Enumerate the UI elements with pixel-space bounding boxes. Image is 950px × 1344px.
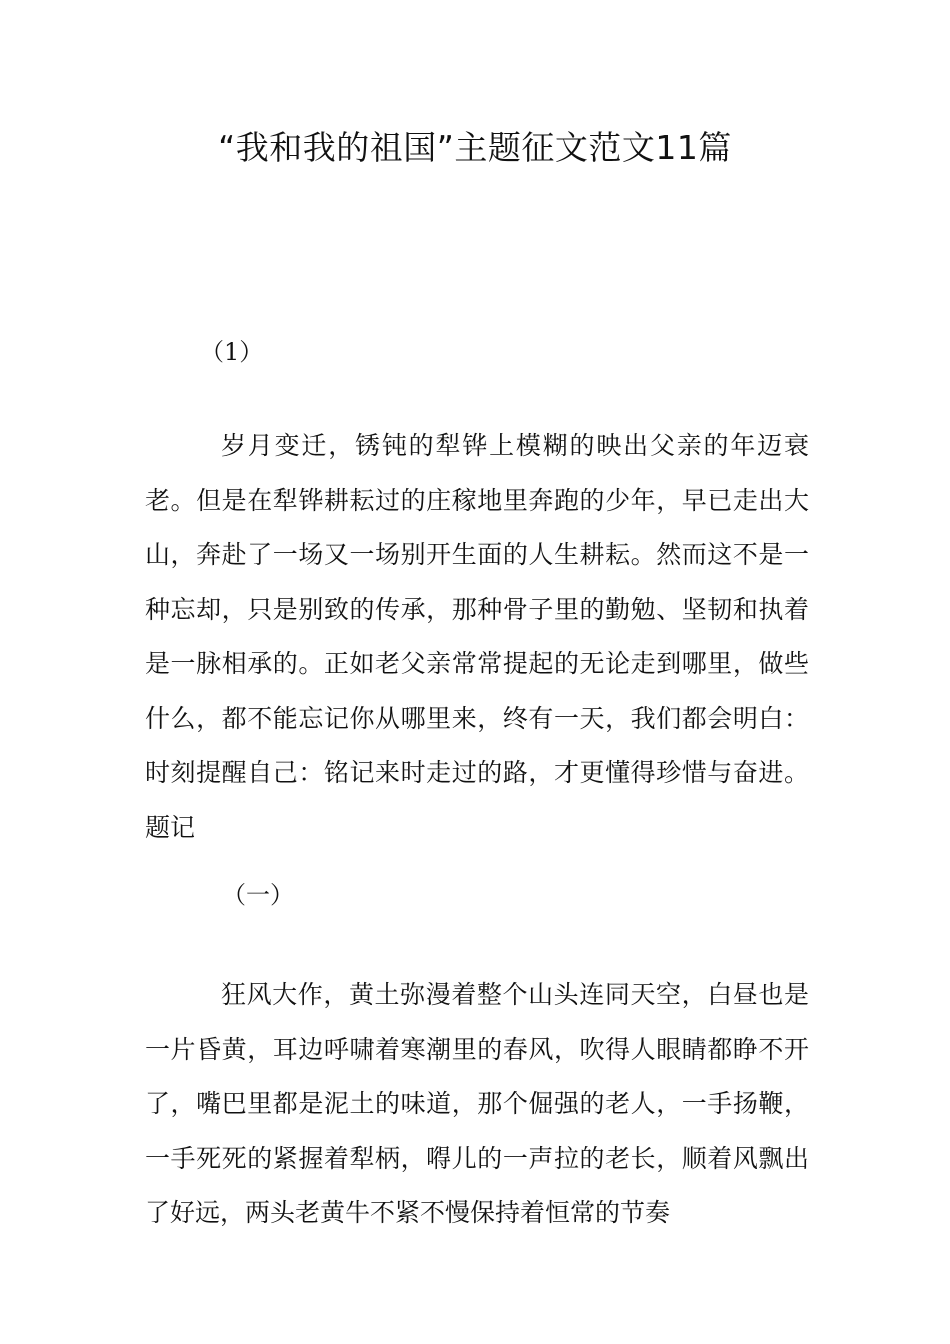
section-2-paragraph: 狂风大作，黄土弥漫着整个山头连同天空，白昼也是一片昏黄，耳边呼啸着寒潮里的春风，吹得人眼睛都睁不开了，嘴巴里都是泥土的味道，那个倔强的老人，一手扬鞭，一手死死的紧握着犁柄，嘚儿的一声拉的老长，顺着风飘出了好远，两头老黄牛不紧不慢保持着恒常的节奏 [145,980,809,1227]
section-marker-2: （一） [222,881,294,909]
document-title: “我和我的祖国”主题征文范文11篇 [218,128,732,167]
section-marker-1: （1） [200,338,264,366]
section-1-paragraph: 岁月变迁，锈钝的犁铧上模糊的映出父亲的年迈衰老。但是在犁铧耕耘过的庄稼地里奔跑的少年，早已走出大山，奔赴了一场又一场别开生面的人生耕耘。然而这不是一种忘却，只是别致的传承，那种骨子里的勤勉、坚韧和执着是一脉相承的。正如老父亲常常提起的无论走到哪里，做些什么，都不能忘记你从哪里来，终有一天，我们都会明白：时刻提醒自己：铭记来时走过的路，才更懂得珍惜与奋进。题记 [145,431,809,842]
